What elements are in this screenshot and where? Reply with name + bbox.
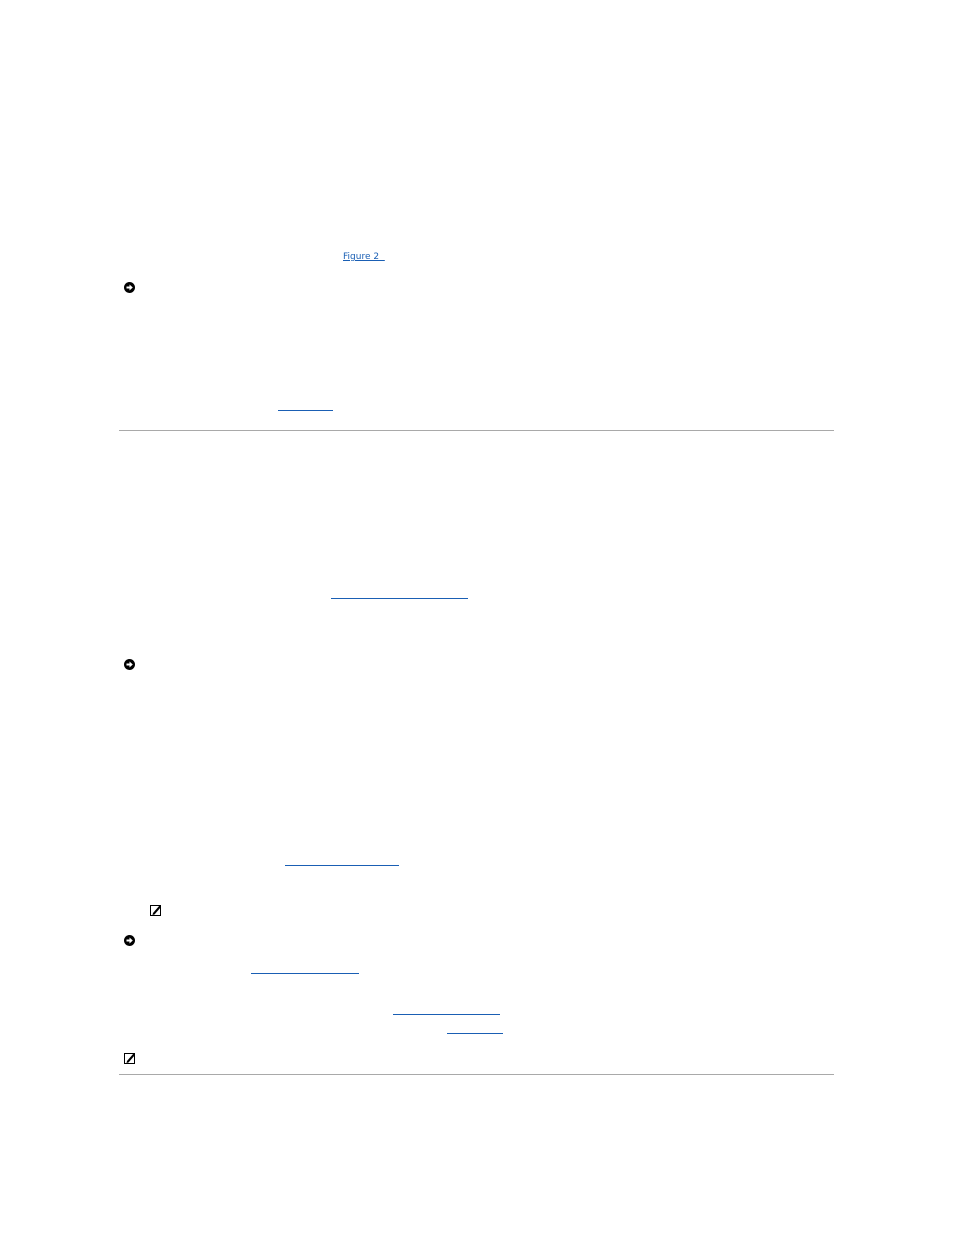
figure-2-link[interactable]: Figure 2 xyxy=(343,252,385,262)
cross-reference-link[interactable] xyxy=(278,410,333,411)
note-pencil-icon xyxy=(124,1052,136,1064)
cross-reference-link[interactable] xyxy=(393,1014,500,1015)
cross-reference-link[interactable] xyxy=(447,1033,503,1034)
notice-arrow-icon xyxy=(124,659,135,670)
notice-arrow-icon xyxy=(124,935,135,946)
section-divider xyxy=(119,1074,834,1075)
cross-reference-link[interactable] xyxy=(285,865,399,866)
section-divider xyxy=(119,430,834,431)
cross-reference-link[interactable] xyxy=(331,598,468,599)
notice-arrow-icon xyxy=(124,282,135,293)
note-pencil-icon xyxy=(150,904,162,916)
cross-reference-link[interactable] xyxy=(251,973,359,974)
